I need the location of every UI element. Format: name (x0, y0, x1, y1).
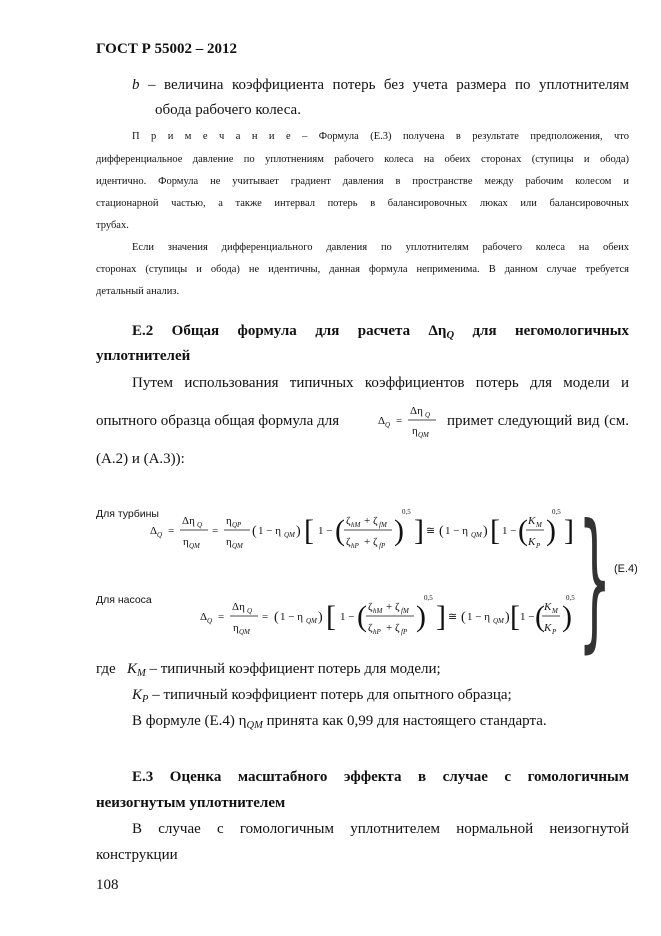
svg-text:fP: fP (379, 542, 386, 550)
svg-text:η: η (226, 536, 232, 548)
svg-text:fM: fM (401, 607, 409, 615)
svg-text:1 − η: 1 − η (258, 525, 281, 537)
svg-text:=: = (168, 525, 175, 537)
note-line4: стационарной частью, а также интервал потерь в балансировочных люках или балансировочных (96, 198, 629, 209)
svg-text:QM: QM (471, 531, 482, 539)
svg-text:η: η (412, 425, 418, 437)
section-e3-heading-line2: неизогнутым уплотнителем (96, 795, 286, 811)
svg-text:Δ: Δ (150, 525, 158, 537)
svg-text:[: [ (326, 600, 336, 633)
svg-text:Q: Q (425, 411, 431, 419)
section-e2-para-line1: Путем использования типичных коэффициентов потерь для модели и (132, 375, 629, 391)
where-line-km: где $K_M$ – типичный коэффициент потерь для модели; (96, 661, 441, 680)
where-line-eta: В формуле (Е.4) $\eta_{QM}$ принята как 0,99 для настоящего стандарта. (132, 713, 547, 732)
svg-text:0,5: 0,5 (402, 508, 411, 516)
svg-text:(: ( (535, 600, 545, 633)
svg-text:hP: hP (351, 542, 359, 550)
section-e3-heading-line1: Е.3 Оценка масштабного эффекта в случае с гомологичным (132, 769, 629, 785)
svg-text:): ) (416, 600, 426, 633)
svg-text:K: K (528, 515, 536, 527)
svg-text:(: ( (274, 610, 279, 625)
svg-text:Δη: Δη (232, 601, 245, 613)
document-header: ГОСТ Р 55002 – 2012 (96, 41, 238, 57)
svg-text:P: P (536, 542, 541, 550)
svg-text:QM: QM (189, 542, 200, 550)
formula-brace: } (578, 493, 612, 667)
svg-text:]: ] (414, 514, 424, 547)
svg-text:Δ: Δ (200, 611, 208, 623)
svg-text:K: K (528, 536, 536, 548)
delta-eta-q: $\Delta\eta_Q$ (428, 323, 455, 342)
note-line3: идентично. Формула не учитывает градиент давления в пространстве между рабочим колесом и (96, 176, 629, 187)
section-e3-para-line1: В случае с гомологичным уплотнителем нормальной неизогнутой (132, 821, 629, 837)
svg-text:ζ: ζ (346, 536, 351, 548)
svg-text:η: η (233, 622, 239, 634)
pump-formula (196, 590, 576, 650)
svg-text:QM: QM (418, 431, 429, 439)
svg-text:+ ζ: + ζ (386, 601, 400, 613)
svg-text:K: K (544, 622, 552, 634)
svg-text:QM: QM (493, 617, 504, 625)
svg-text:): ) (562, 600, 572, 633)
note-line1: П р и м е ч а н и е – Формула (Е.3) получена в результате предположения, что (132, 131, 630, 142)
svg-text:): ) (318, 610, 323, 625)
where-line-kp: $K_P$ – типичный коэффициент потерь для опытного образца; (132, 687, 512, 706)
note-line2: дифференциальное давление по уплотнениям рабочего колеса на обеих сторонах (ступицы и обода) (96, 154, 629, 165)
section-e2-para-line2-end: примет следующий вид (см. (447, 413, 629, 429)
svg-text:ζ: ζ (368, 601, 373, 613)
svg-text:[: [ (304, 514, 314, 547)
svg-text:(: ( (335, 514, 345, 547)
svg-text:+ ζ: + ζ (364, 536, 378, 548)
note-line5: трубах. (96, 220, 129, 231)
svg-text:K: K (544, 601, 552, 613)
note-line6: Если значения дифференциального давления по уплотнителям рабочего колеса на обеих (132, 242, 629, 253)
svg-text:QM: QM (306, 617, 317, 625)
svg-text:): ) (505, 610, 510, 625)
turbine-label: Для турбины (96, 508, 159, 520)
svg-text:Δη: Δη (182, 515, 195, 527)
svg-text:=: = (396, 415, 403, 427)
turbine-formula (146, 504, 576, 564)
pump-label: Для насоса (96, 594, 152, 606)
svg-text:QP: QP (232, 521, 242, 529)
svg-text:P: P (552, 628, 557, 636)
svg-text:]: ] (564, 514, 574, 547)
svg-text:η: η (226, 515, 232, 527)
section-e2-heading-line2: уплотнителей (96, 348, 191, 364)
svg-text:1 − η: 1 − η (445, 525, 468, 537)
svg-text:[: [ (490, 514, 500, 547)
svg-text:=: = (218, 611, 225, 623)
svg-text:(: ( (518, 514, 528, 547)
svg-text:1 −: 1 − (318, 525, 333, 537)
svg-text:hP: hP (373, 628, 381, 636)
svg-text:1 − η: 1 − η (467, 611, 490, 623)
svg-text:hM: hM (351, 521, 361, 529)
svg-text:=: = (262, 611, 269, 623)
svg-text:Q: Q (385, 421, 391, 429)
svg-text:≅: ≅ (448, 611, 458, 623)
svg-text:η: η (183, 536, 189, 548)
delta-q-inline-formula (376, 400, 442, 440)
svg-text:Q: Q (157, 531, 163, 539)
svg-text:fM: fM (379, 521, 387, 529)
svg-text:fP: fP (401, 628, 408, 636)
svg-text:QM: QM (284, 531, 295, 539)
svg-text:1 −: 1 − (502, 525, 517, 537)
svg-text:[: [ (510, 600, 520, 633)
svg-text:Δη: Δη (410, 405, 423, 417)
svg-text:M: M (536, 521, 542, 529)
svg-text:QM: QM (232, 542, 243, 550)
svg-text:0,5: 0,5 (566, 594, 575, 602)
svg-text:Q: Q (197, 521, 203, 529)
svg-text:]: ] (436, 600, 446, 633)
svg-text:≅: ≅ (426, 525, 436, 537)
svg-text:(: ( (461, 610, 466, 625)
svg-text:ζ: ζ (346, 515, 351, 527)
definition-b-line1: b – величина коэффициента потерь без учета размера по уплотнителям (132, 77, 629, 93)
section-e2-para-line3: (А.2) и (А.3)): (96, 451, 185, 467)
svg-text:(: ( (357, 600, 367, 633)
svg-text:0,5: 0,5 (552, 508, 561, 516)
note-line8: детальный анализ. (96, 286, 180, 297)
svg-text:0,5: 0,5 (424, 594, 433, 602)
svg-text:+ ζ: + ζ (364, 515, 378, 527)
page-number: 108 (96, 877, 119, 893)
svg-text:QM: QM (239, 628, 250, 636)
svg-text:): ) (394, 514, 404, 547)
svg-text:(: ( (439, 524, 444, 539)
svg-text:ζ: ζ (368, 622, 373, 634)
svg-text:): ) (296, 524, 301, 539)
svg-text:1 −: 1 − (340, 611, 355, 623)
section-e3-para-line2: конструкции (96, 847, 178, 863)
equation-number: (Е.4) (614, 563, 638, 575)
note-line7: сторонах (ступицы и обода) не идентичны, данная формула неприменима. В данном случае требуется (96, 264, 629, 275)
svg-text:Q: Q (247, 607, 253, 615)
svg-text:hM: hM (373, 607, 383, 615)
svg-text:(: ( (252, 524, 257, 539)
svg-text:M: M (552, 607, 558, 615)
note-label: П р и м е ч а н и е (132, 131, 291, 142)
svg-text:=: = (212, 525, 219, 537)
symbol-b: b (132, 77, 140, 93)
svg-text:+ ζ: + ζ (386, 622, 400, 634)
section-e2-heading-line1: Е.2 Общая формула для расчета $\Delta\eta_Q$ для негомологичных (132, 322, 629, 345)
svg-text:Δ: Δ (378, 415, 386, 427)
section-e2-para-line2-start: опытного образца общая формула для (96, 413, 340, 429)
svg-text:): ) (546, 514, 556, 547)
svg-text:1 − η: 1 − η (280, 611, 303, 623)
svg-text:1 −: 1 − (520, 611, 535, 623)
definition-b-line2: обода рабочего колеса. (155, 102, 301, 118)
svg-text:): ) (483, 524, 488, 539)
svg-text:Q: Q (207, 617, 213, 625)
